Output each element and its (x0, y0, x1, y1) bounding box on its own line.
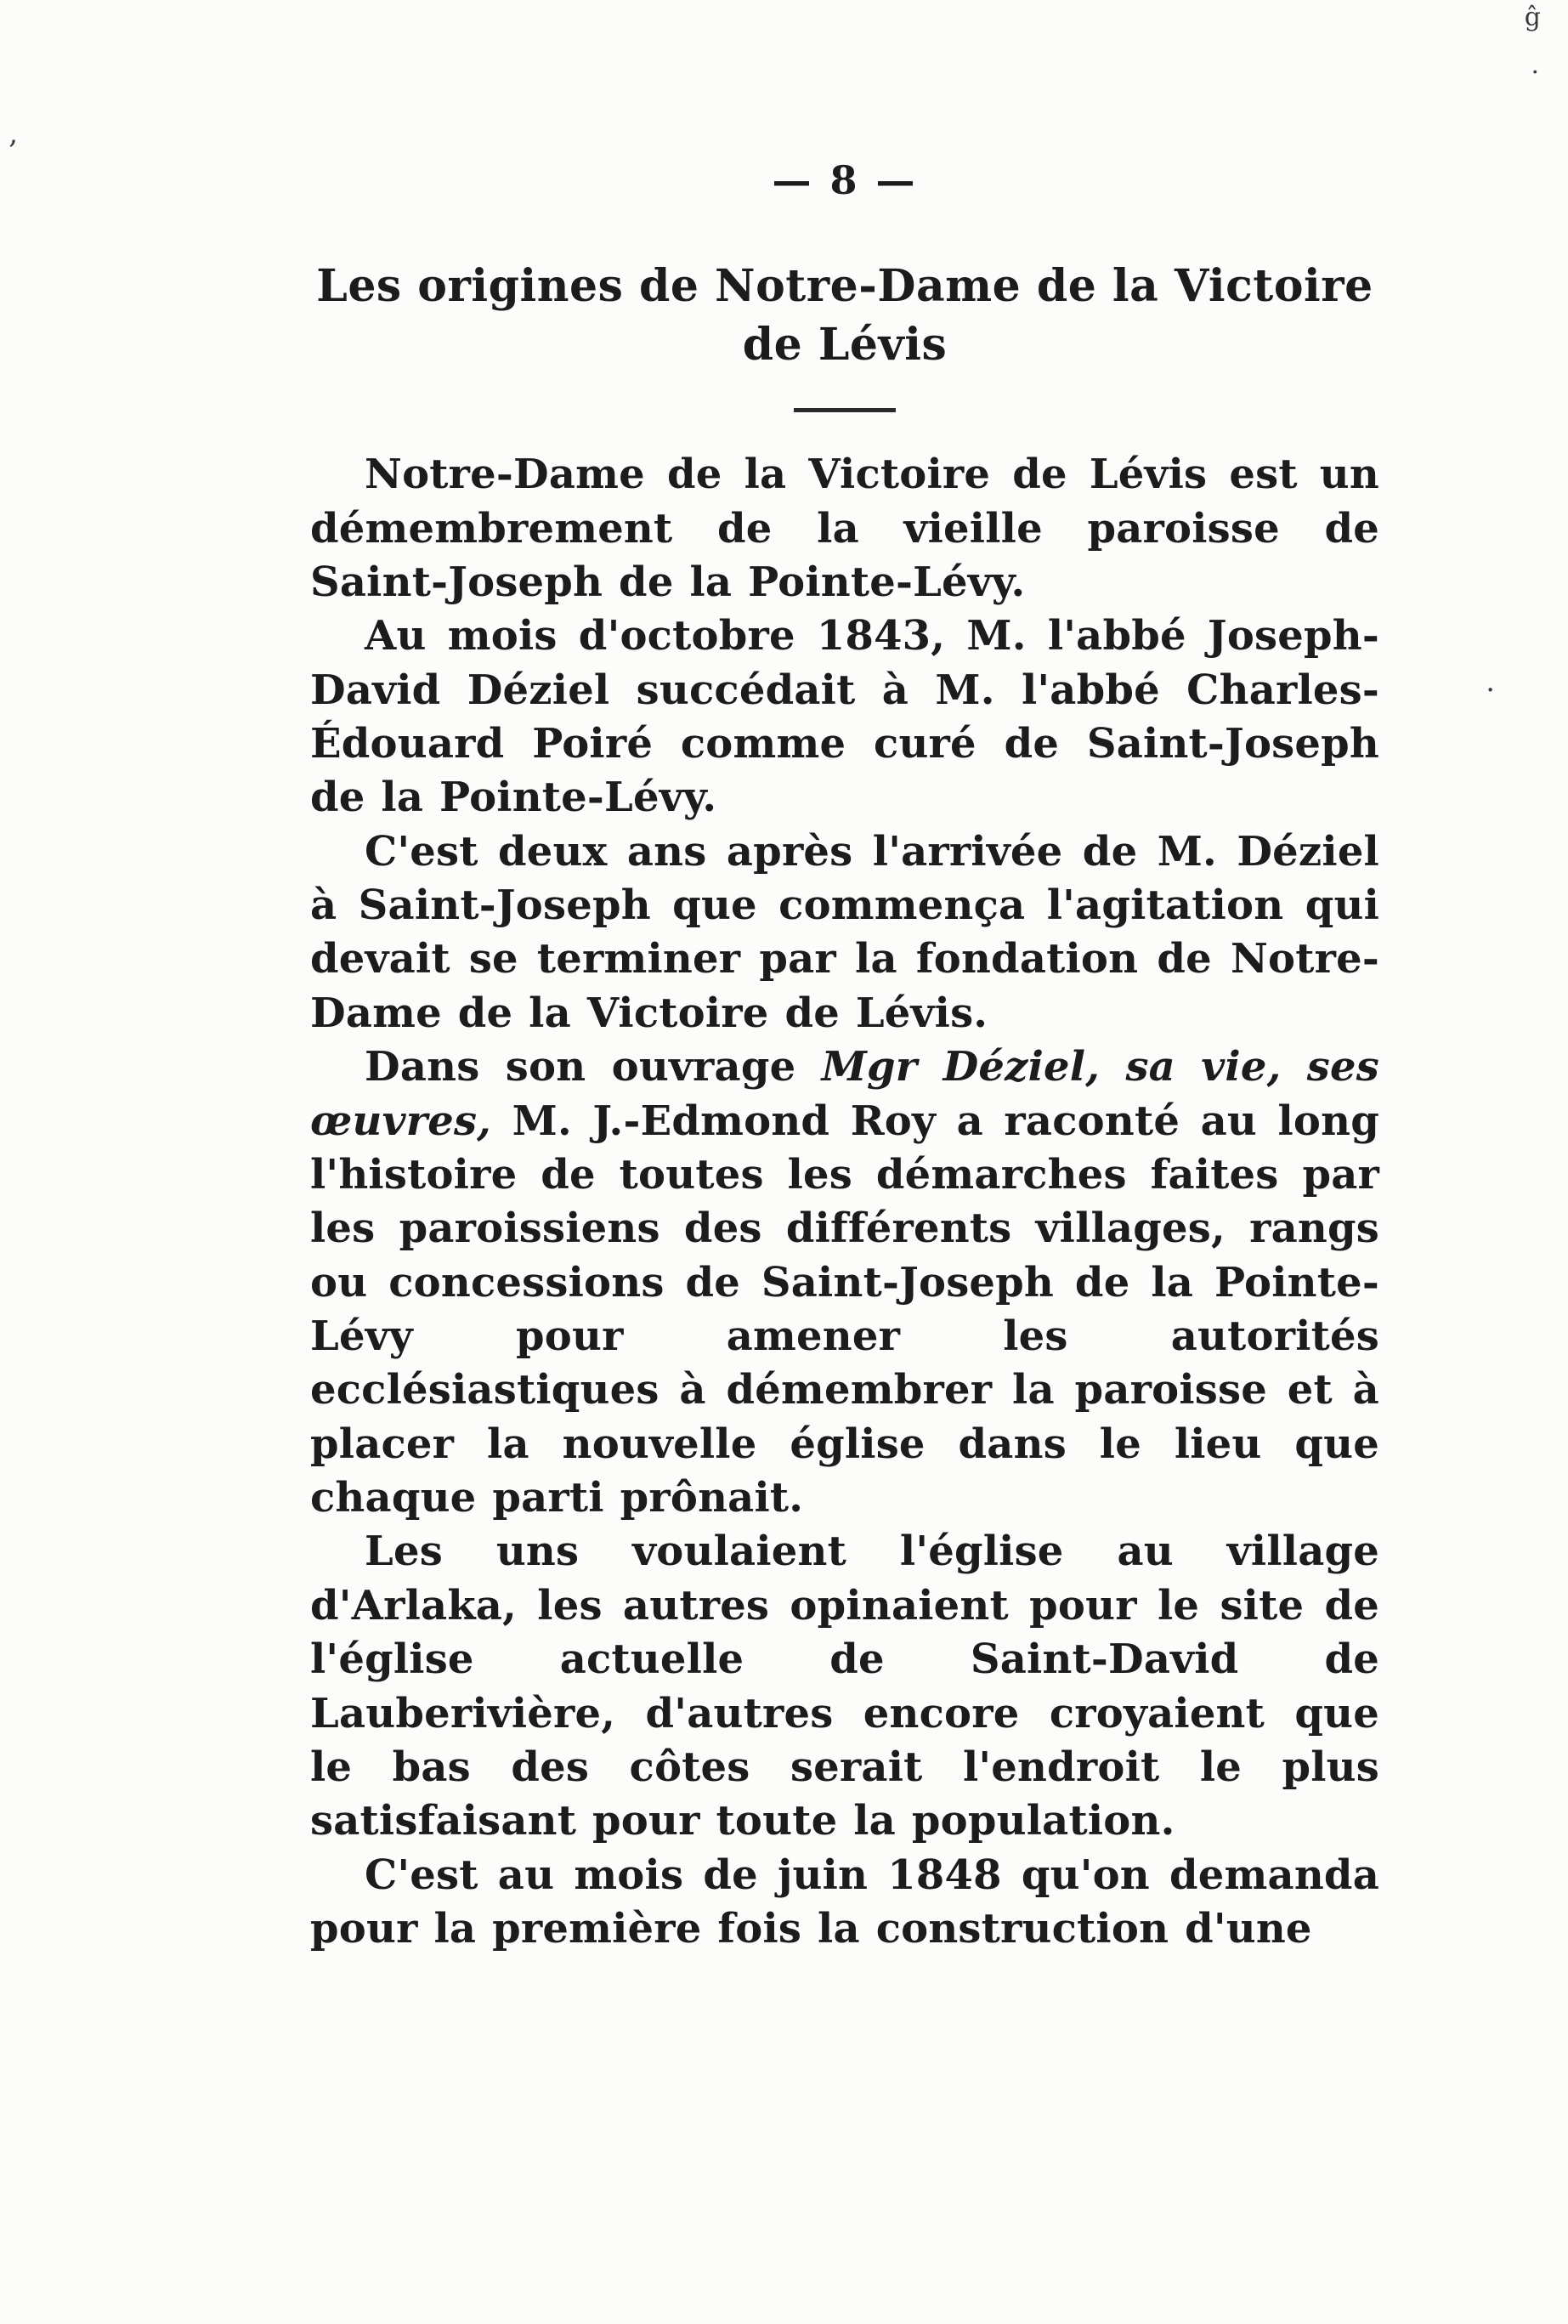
scan-artifact-left-edge: ‚ (8, 116, 18, 150)
paragraph-5 (310, 1525, 1379, 1848)
cited-book-title: Mgr Déziel, sa vie, ses œuvres, (310, 1043, 1379, 1145)
paragraph-6 (310, 1849, 1379, 1957)
page-title-line-2: de Lévis (742, 318, 948, 371)
paragraph-5-text: Les uns voulaient l'église au village d'Arlaka, les autres opinaient pour le site de l'église actuelle de Saint-David de Lauberivière, d'autres encore croyaient que le bas des côtes serait l'endroit le plus satisfaisant pour toute la population. (310, 1528, 1379, 1845)
body-text (310, 448, 1379, 1956)
paragraph-3 (310, 825, 1379, 1040)
paragraph-6-text: C'est au mois de juin 1848 qu'on demanda pour la première fois la construction d'une (310, 1851, 1379, 1953)
scan-artifact-right-margin: · (1486, 673, 1495, 707)
paragraph-4-text-before-title: Dans son ouvrage (365, 1043, 822, 1091)
paragraph-1 (310, 448, 1379, 609)
paragraph-2-text: Au mois d'octobre 1843, M. l'abbé Joseph-David Déziel succédait à M. l'abbé Charles-Édouard Poiré comme curé de Saint-Joseph de la Pointe-Lévy. (310, 612, 1379, 822)
page-title-line-1: Les origines de Notre-Dame de la Victoire (316, 260, 1373, 312)
scan-artifact-top-right: ĝ (1524, 3, 1541, 32)
page-title (310, 258, 1379, 374)
text-column (310, 157, 1379, 1956)
paragraph-4-text-after-title: M. J.-Edmond Roy a raconté au long l'histoire de toutes les démarches faites par les paroissiens des différents villages, rangs ou concessions de Saint-Joseph de la Pointe-Lévy pour amener les autorités ecclésiastiques à démembrer la paroisse et à placer la nouvelle église dans le lieu que chaque parti prônait. (310, 1097, 1379, 1522)
scan-artifact-top-right-dot: . (1531, 50, 1539, 80)
paragraph-2 (310, 609, 1379, 825)
paragraph-1-text: Notre-Dame de la Victoire de Lévis est un démembrement de la vieille paroisse de Saint-Joseph de la Pointe-Lévy. (310, 451, 1379, 606)
title-divider-rule (794, 408, 896, 412)
page-number: — 8 — (772, 157, 918, 203)
paragraph-4 (310, 1040, 1379, 1525)
paragraph-3-text: C'est deux ans après l'arrivée de M. Déziel à Saint-Joseph que commença l'agitation qui devait se terminer par la fondation de Notre-Dame de la Victoire de Lévis. (310, 827, 1379, 1037)
